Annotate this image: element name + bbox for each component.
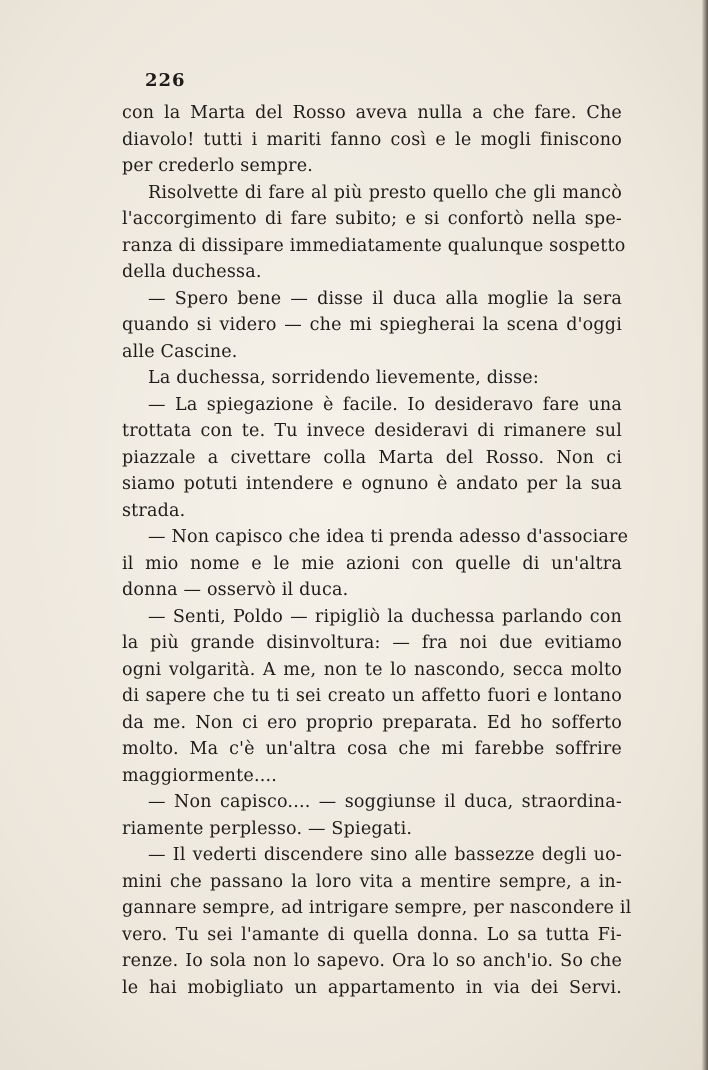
text-line: da me. Non ci ero proprio preparata. Ed ho sofferto bbox=[122, 712, 622, 733]
text-line: donna — osservò il duca. bbox=[122, 580, 349, 600]
text-line: — Spero bene — disse il duca alla moglie la sera bbox=[148, 288, 622, 309]
text-line: la più grande disinvoltura: — fra noi due evitiamo bbox=[122, 633, 622, 653]
text-line: renze. Io sola non lo sapevo. Ora lo so anch'io. So che bbox=[122, 951, 622, 971]
page-edge-shadow bbox=[702, 0, 708, 1070]
text-line: — Senti, Poldo — ripigliò la duchessa parlando con bbox=[148, 606, 622, 627]
body-text bbox=[122, 100, 632, 1001]
text-line: di sapere che tu ti sei creato un affetto fuori e lontano bbox=[122, 686, 622, 706]
text-line: — Non capisco.... — soggiunse il duca, straordina- bbox=[148, 792, 622, 812]
text-line: le hai mobigliato un appartamento in via dei Servi. bbox=[122, 977, 622, 998]
text-line: strada. bbox=[122, 500, 186, 521]
text-line: alle Cascine. bbox=[122, 341, 238, 362]
text-line: con la Marta del Rosso aveva nulla a che fare. Che bbox=[122, 103, 622, 123]
text-line: trottata con te. Tu invece desideravi di rimanere sul bbox=[122, 421, 622, 441]
text-line: l'accorgimento di fare subito; e si confortò nella spe- bbox=[122, 209, 622, 229]
text-line: per crederlo sempre. bbox=[122, 156, 314, 176]
text-line: molto. Ma c'è un'altra cosa che mi farebbe soffrire bbox=[122, 739, 622, 759]
text-line: ranza di dissipare immediatamente qualunque sospetto bbox=[122, 235, 626, 256]
text-line: — Il vederti discendere sino alle bassezze degli uo- bbox=[148, 845, 622, 865]
text-line: — Non capisco che idea ti prenda adesso d'associare bbox=[148, 527, 629, 547]
text-line: gannare sempre, ad intrigare sempre, per nascondere il bbox=[122, 898, 632, 918]
text-line: piazzale a civettare colla Marta del Rosso. Non ci bbox=[122, 447, 622, 468]
text-line: — La spiegazione è facile. Io desideravo fare una bbox=[148, 394, 622, 415]
text-line: riamente perplesso. — Spiegati. bbox=[122, 818, 413, 839]
text-line: della duchessa. bbox=[122, 262, 262, 282]
text-line: Risolvette di fare al più presto quello che gli mancò bbox=[148, 182, 622, 203]
text-line: maggiormente.... bbox=[122, 765, 277, 786]
text-line: La duchessa, sorridendo lievemente, disse: bbox=[148, 368, 539, 388]
text-line: il mio nome e le mie azioni con quelle di un'altra bbox=[122, 553, 622, 574]
text-line: vero. Tu sei l'amante di quella donna. Lo sa tutta Fi- bbox=[122, 924, 622, 945]
text-line: diavolo! tutti i mariti fanno così e le mogli finiscono bbox=[122, 129, 622, 150]
text-line: siamo potuti intendere e ognuno è andato per la sua bbox=[122, 474, 622, 494]
text-line: ogni volgarità. A me, non te lo nascondo, secca molto bbox=[122, 659, 622, 680]
page-number: 226 bbox=[145, 70, 186, 91]
text-line: quando si videro — che mi spiegherai la scena d'oggi bbox=[122, 315, 622, 335]
text-line: mini che passano la loro vita a mentire sempre, a in- bbox=[122, 871, 622, 892]
